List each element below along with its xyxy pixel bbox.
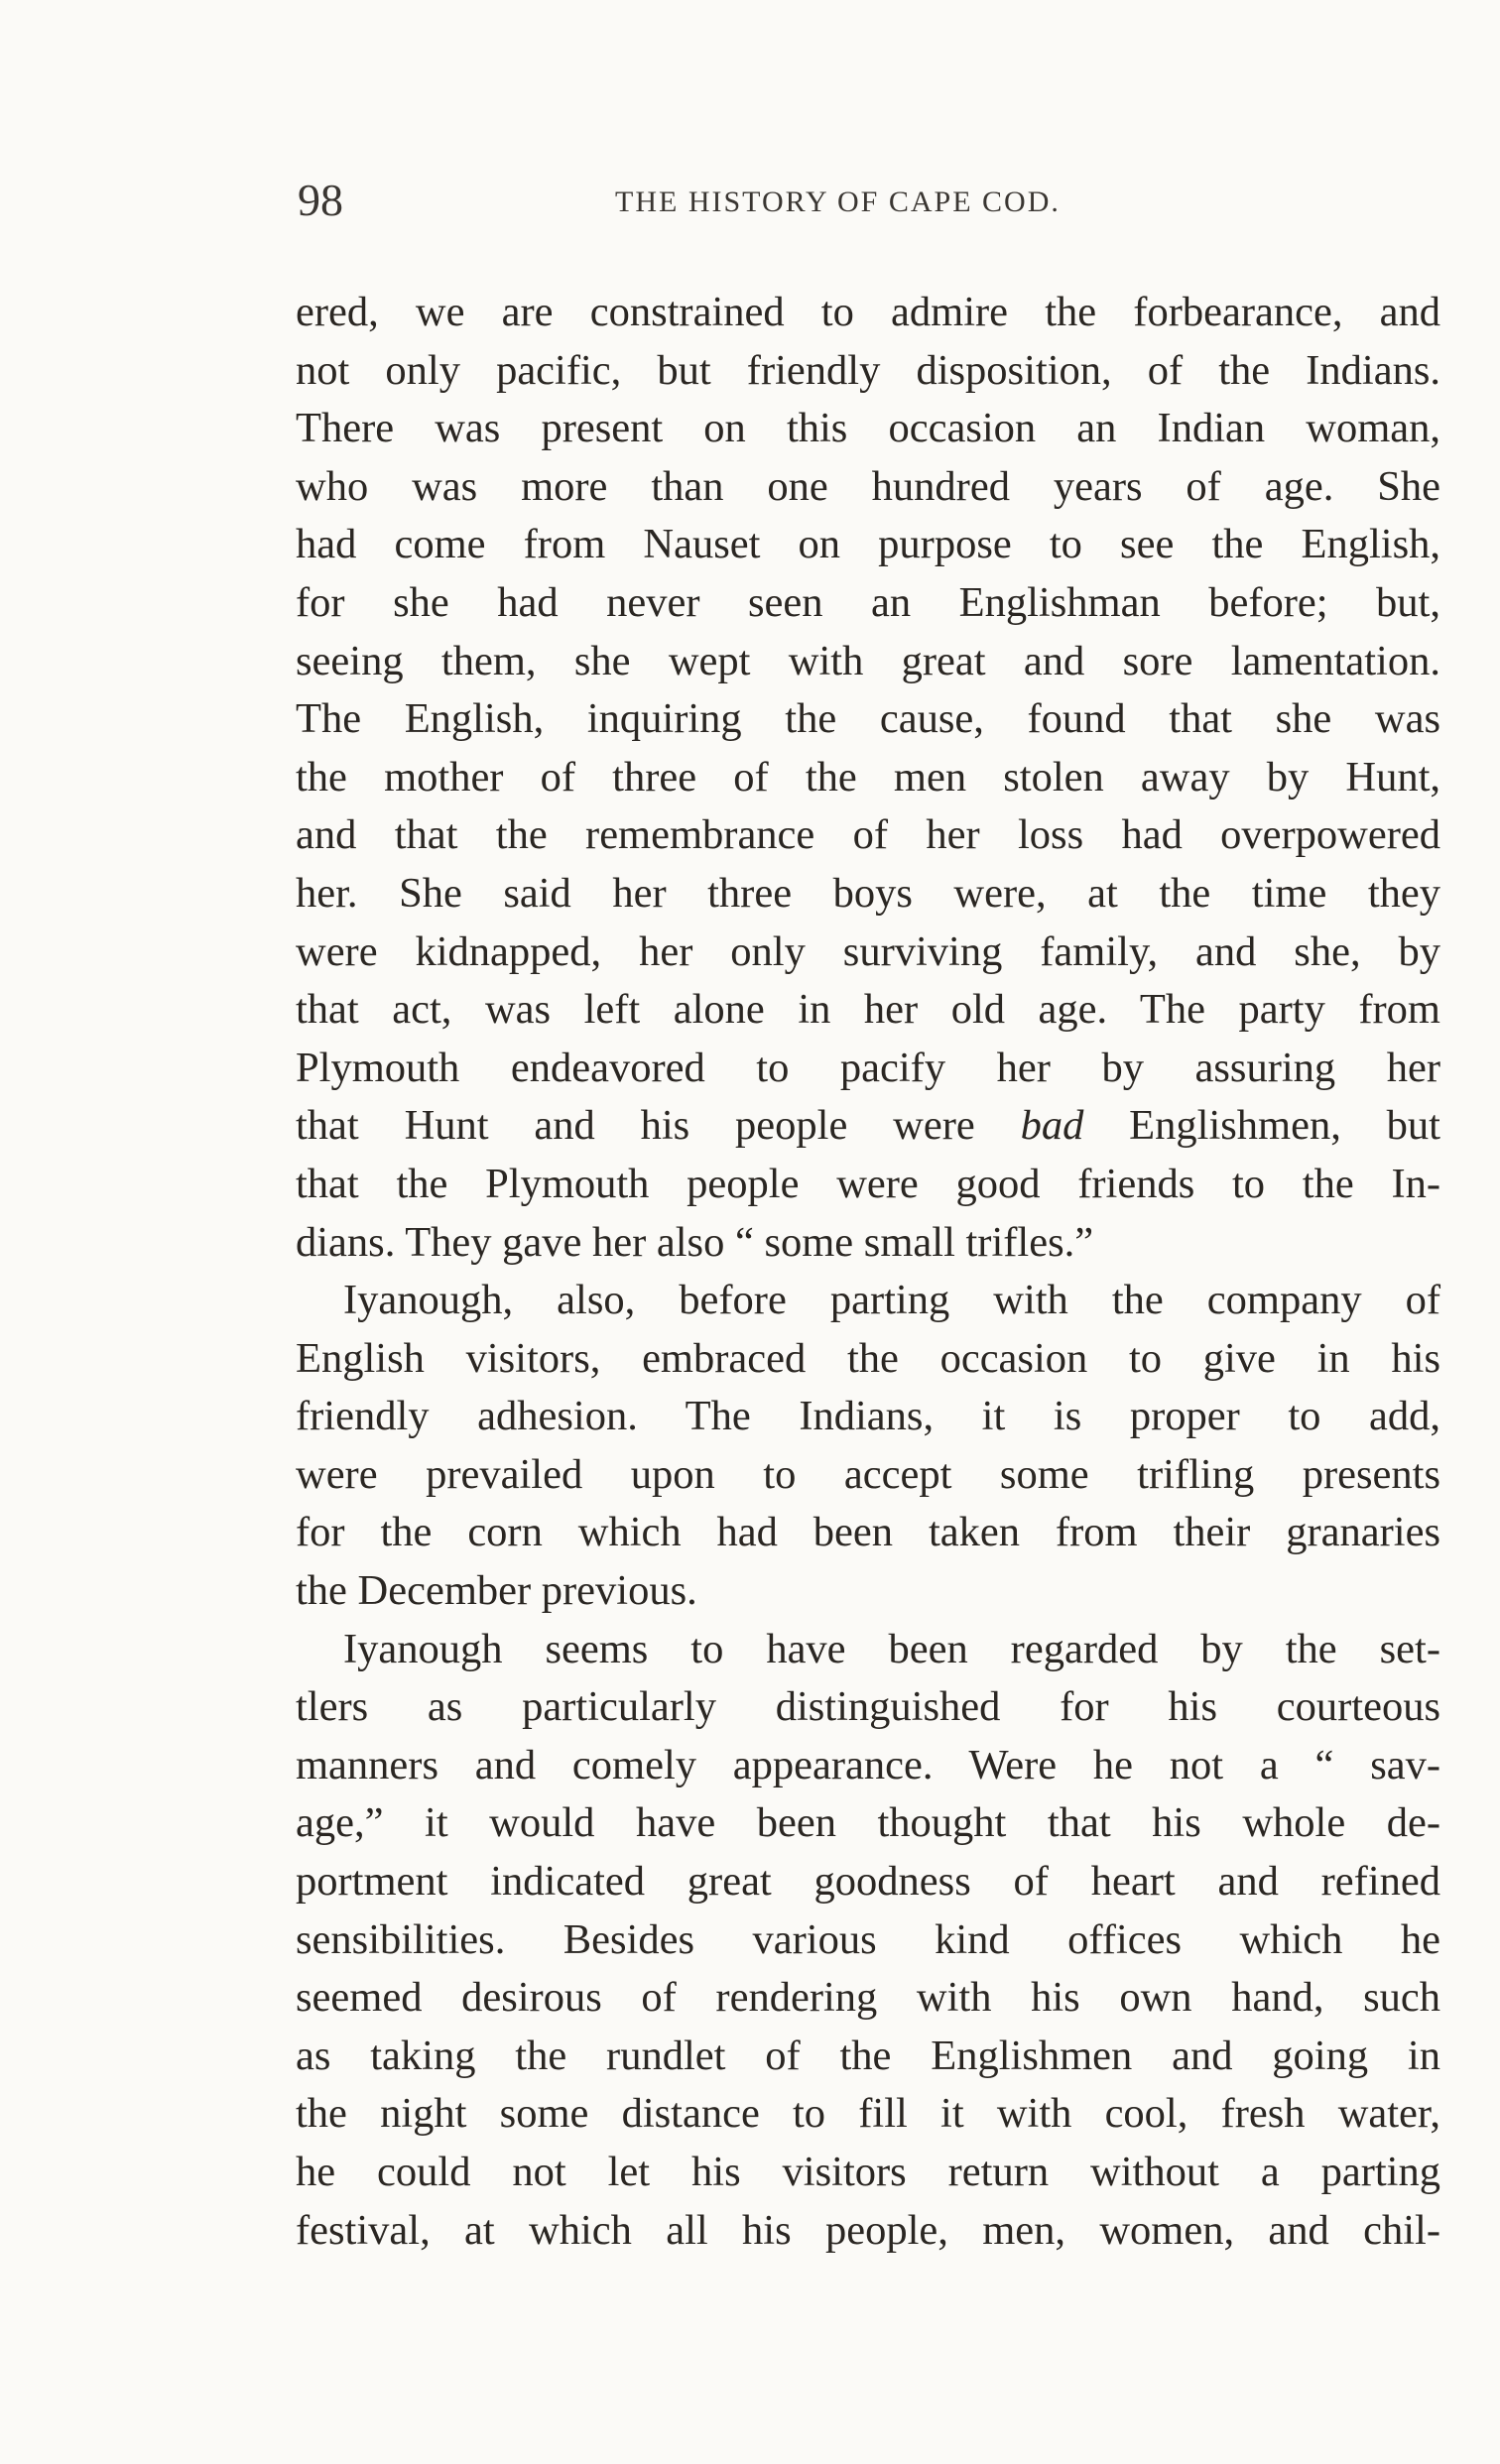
text-line: the mother of three of the men stolen away by Hunt,: [296, 753, 1440, 801]
text-line: the night some distance to fill it with cool, fresh water,: [296, 2090, 1440, 2138]
page-number: 98: [298, 175, 343, 225]
text-line: not only pacific, but friendly disposition, of the Indians.: [296, 346, 1440, 394]
text-line: were prevailed upon to accept some trifling presents: [296, 1450, 1440, 1498]
text-line: age,” it would have been thought that his whole de-: [296, 1799, 1440, 1847]
text-line: as taking the rundlet of the Englishmen and going in: [296, 2032, 1440, 2079]
running-title: THE HISTORY OF CAPE COD.: [615, 185, 1061, 218]
text-line: friendly adhesion. The Indians, it is proper to add,: [296, 1393, 1440, 1440]
text-line: the December previous.: [296, 1567, 697, 1615]
text-line: her. She said her three boys were, at the time they: [296, 869, 1440, 917]
text-line: had come from Nauset on purpose to see the English,: [296, 521, 1440, 568]
text-line: who was more than one hundred years of age. She: [296, 462, 1440, 510]
text-line: that the Plymouth people were good friends to the In-: [296, 1160, 1440, 1207]
text-line: and that the remembrance of her loss had overpowered: [296, 811, 1440, 859]
text-line: English visitors, embraced the occasion to give in his: [296, 1334, 1440, 1382]
text-line: festival, at which all his people, men, women, and chil-: [296, 2206, 1440, 2254]
running-head: [298, 171, 1438, 230]
text-line: were kidnapped, her only surviving family, and she, by: [296, 927, 1440, 975]
text-line: sensibilities. Besides various kind offices which he: [296, 1915, 1440, 1963]
text-line: There was present on this occasion an Indian woman,: [296, 405, 1440, 452]
text-line: he could not let his visitors return without a parting: [296, 2149, 1440, 2195]
text-line: for she had never seen an Englishman before; but,: [296, 578, 1440, 626]
text-line: for the corn which had been taken from their granaries: [296, 1509, 1440, 1556]
text-line: dians. They gave her also “ some small trifles.”: [296, 1218, 1094, 1266]
text-line: ered, we are constrained to admire the forbearance, and: [296, 289, 1440, 335]
text-line: Plymouth endeavored to pacify her by assuring her: [296, 1044, 1440, 1091]
paragraph-first-line: Iyanough seems to have been regarded by the set-: [343, 1625, 1440, 1672]
text-line: manners and comely appearance. Were he not a “ sav-: [296, 1741, 1440, 1788]
text-segment: that Hunt and his people were: [296, 1102, 1021, 1150]
text-line: portment indicated great goodness of heart and refined: [296, 1858, 1440, 1906]
text-line: that act, was left alone in her old age. The party from: [296, 986, 1440, 1034]
text-line: tlers as particularly distinguished for his courteous: [296, 1683, 1440, 1731]
text-line: seemed desirous of rendering with his own hand, such: [296, 1974, 1440, 2022]
body-text: [296, 284, 1440, 2260]
text-line: seeing them, she wept with great and sore lamentation.: [296, 637, 1440, 684]
text-line: The English, inquiring the cause, found that she was: [296, 695, 1440, 743]
text-line-with-italic: [296, 1097, 1440, 1156]
text-segment: Englishmen, but: [1083, 1102, 1440, 1150]
italic-word: bad: [1020, 1102, 1084, 1150]
paragraph-first-line: Iyanough, also, before parting with the company of: [343, 1277, 1440, 1324]
